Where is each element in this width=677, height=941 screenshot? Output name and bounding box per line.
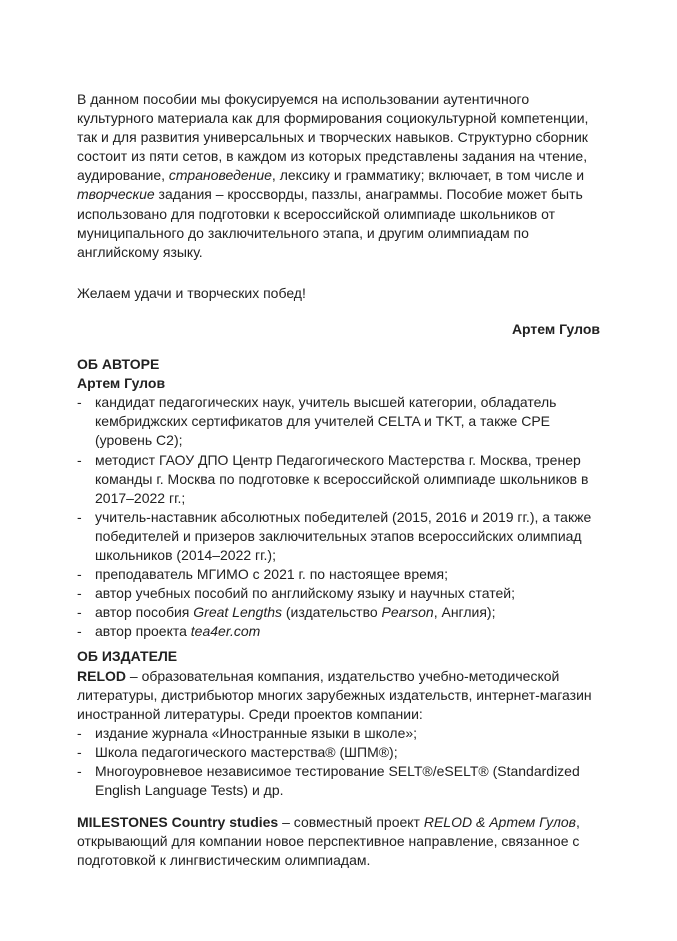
intro-paragraph	[77, 90, 600, 262]
text-run: издание журнала «Иностранные языки в школе»;	[95, 724, 418, 741]
list-item-text	[95, 762, 600, 800]
list-item	[77, 451, 600, 508]
text-run: страноведение	[168, 167, 272, 184]
list-item	[77, 565, 600, 584]
list-item-text	[95, 584, 600, 603]
text-run: , лексику и грамматику; включает, в том числе и	[271, 167, 585, 184]
list-item-text	[95, 724, 600, 743]
list-item-text	[95, 451, 600, 508]
text-run: , Англия);	[433, 604, 496, 621]
text-run: Pearson	[381, 604, 434, 621]
text-run: кандидат педагогических наук, учитель высшей категории, обладатель кембриджских сертификатов для учителей CELTA и TKT, а также CPE (уровень C2);	[95, 394, 557, 449]
list-item-text	[95, 622, 600, 641]
list-item-text	[95, 603, 600, 622]
bullet-marker: -	[77, 585, 82, 602]
publisher-intro-paragraph	[77, 667, 600, 724]
bullet-marker: -	[77, 508, 82, 525]
text-run: преподаватель МГИМО с 2021 г. по настоящее время;	[95, 566, 449, 583]
milestones-paragraph	[77, 813, 600, 870]
text-run: tea4er.com	[190, 623, 261, 640]
about-author-heading: ОБ АВТОРЕ	[77, 356, 160, 373]
bullet-marker: -	[77, 743, 82, 760]
list-item	[77, 393, 600, 450]
text-run: – образовательная компания, издательство учебно-методической литературы, дистрибьютор многих зарубежных издательств, интернет-магазин иностранной литературы. Среди проектов компании:	[77, 667, 592, 722]
author-bullet-list	[77, 393, 600, 641]
bullet-marker: -	[77, 763, 82, 779]
text-run: , открывающий для компании новое перспективное направление, связанное с подготовкой к лингвистическим олимпиадам.	[77, 814, 580, 869]
text-run: В данном пособии мы фокусируемся на использовании аутентичного культурного материала как для формирования социокультурной компетенции, так и для развития универсальных и творческих навыков. Структурно сборник состоит из пяти сетов, в каждом из которых представлены задания на чтение, аудирование,	[77, 91, 589, 184]
text-run: Школа педагогического мастерства® (ШПМ®);	[95, 743, 398, 760]
list-item-text	[95, 565, 600, 584]
list-item-text	[95, 743, 600, 762]
text-run: автор учебных пособий по английскому языку и научных статей;	[95, 585, 516, 602]
bullet-marker: -	[77, 566, 82, 583]
bullet-marker: -	[77, 623, 82, 640]
text-run: учитель-наставник абсолютных победителей (2015, 2016 и 2019 гг.), а также победителей и призеров заключительных этапов всероссийских олимпиад школьников (2014–2022 гг.);	[95, 508, 592, 563]
text-run: (издательство	[282, 604, 382, 621]
bullet-marker: -	[77, 724, 82, 741]
about-publisher-heading: ОБ ИЗДАТЕЛЕ	[77, 648, 178, 665]
text-run: методист ГАОУ ДПО Центр Педагогического Мастерства г. Москва, тренер команды г. Москва по подготовке к всероссийской олимпиаде школьников в 2017–2022 гг.;	[95, 451, 589, 506]
list-item-text	[95, 508, 600, 565]
publisher-bullet-list	[77, 724, 600, 800]
text-run: RELOD & Артем Гулов	[423, 814, 576, 831]
list-item	[77, 622, 600, 641]
list-item	[77, 743, 600, 762]
author-name: Артем Гулов	[77, 375, 166, 392]
text-run: автор проекта	[95, 623, 191, 640]
author-signature: Артем Гулов	[511, 320, 600, 337]
list-item-text	[95, 393, 600, 450]
text-run: RELOD	[77, 667, 126, 684]
text-run: MILESTONES Country studies	[77, 814, 279, 831]
text-run: творческие	[77, 186, 155, 203]
text-run: задания – кроссворды, паззлы, анаграммы. Пособие может быть использовано для подготовки к всероссийской олимпиаде школьников от муниципального до заключительного этапа, и другим олимпиадам по английскому языку.	[77, 186, 583, 260]
bullet-marker: -	[77, 394, 82, 411]
list-item	[77, 603, 600, 622]
wish-line: Желаем удачи и творческих побед!	[77, 284, 306, 301]
text-run: Great Lengths	[193, 604, 282, 621]
list-item	[77, 584, 600, 603]
bullet-marker: -	[77, 604, 82, 621]
text-run: Многоуровневое независимое тестирование SELT®/eSELT® (Standardized English Language Tests) и др.	[95, 763, 580, 799]
list-item	[77, 762, 600, 800]
text-run: – совместный проект	[278, 814, 424, 831]
list-item	[77, 508, 600, 565]
list-item	[77, 724, 600, 743]
text-run: автор пособия	[95, 604, 194, 621]
bullet-marker: -	[77, 451, 82, 468]
